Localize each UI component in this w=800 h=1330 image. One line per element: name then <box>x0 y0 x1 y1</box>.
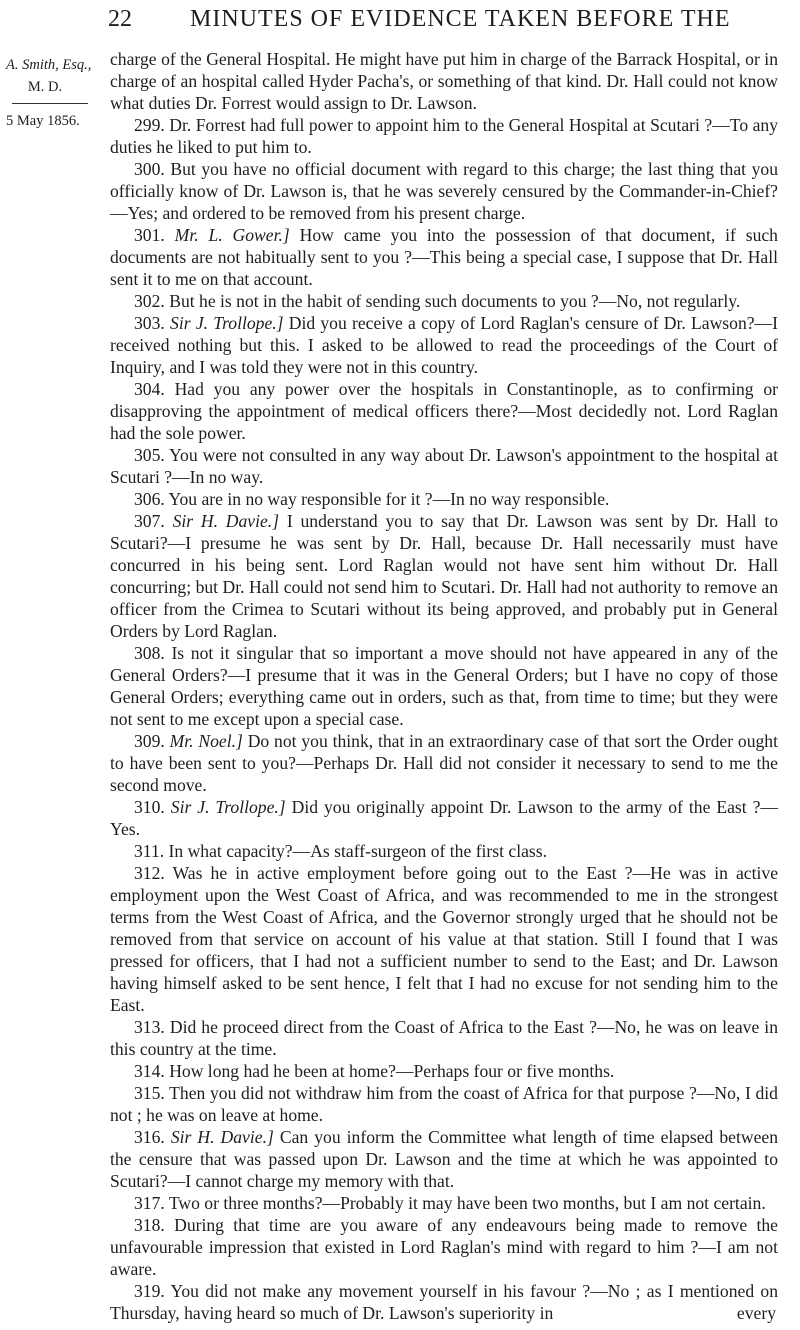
evidence-paragraph <box>110 48 778 114</box>
question-answer-text: Had you any power over the hospitals in Constantinople, as to confirming or disapproving the appointment of medical officers there?—Most decidedly not. Lord Raglan had the sole power. <box>110 379 778 443</box>
question-number: 299. <box>134 115 165 135</box>
evidence-paragraph <box>110 444 778 488</box>
evidence-paragraph <box>110 796 778 840</box>
evidence-paragraph <box>110 642 778 730</box>
question-number: 303. <box>134 313 165 333</box>
question-number: 308. <box>134 643 165 663</box>
evidence-paragraph <box>110 378 778 444</box>
evidence-paragraph <box>110 1016 778 1060</box>
catchword: every <box>736 1303 776 1323</box>
evidence-paragraph <box>110 114 778 158</box>
questioner: Mr. Noel.] <box>169 731 243 751</box>
question-number: 301. <box>134 225 165 245</box>
question-number: 307. <box>134 511 165 531</box>
question-answer-text: Two or three months?—Probably it may have been two months, but I am not certain. <box>168 1193 766 1213</box>
question-number: 312. <box>134 863 165 883</box>
evidence-paragraph <box>110 1060 778 1082</box>
evidence-paragraph <box>110 488 778 510</box>
question-number: 305. <box>134 445 165 465</box>
question-number: 309. <box>134 731 165 751</box>
question-answer-text: In what capacity?—As staff-surgeon of the first class. <box>168 841 548 861</box>
question-number: 306. <box>134 489 165 509</box>
running-title: MINUTES OF EVIDENCE TAKEN BEFORE THE <box>190 6 731 32</box>
question-number: 318. <box>134 1215 165 1235</box>
margin-rule <box>12 103 88 104</box>
evidence-text <box>110 48 778 1324</box>
evidence-paragraph <box>110 290 778 312</box>
question-answer-text: You were not consulted in any way about Dr. Lawson's appointment to the hospital at Scutari ?—In no way. <box>110 445 778 487</box>
evidence-paragraph <box>110 1192 778 1214</box>
question-number: 317. <box>134 1193 165 1213</box>
question-answer-text: But he is not in the habit of sending such documents to you ?—No, not regularly. <box>169 291 741 311</box>
running-header <box>0 6 800 42</box>
question-number: 316. <box>134 1127 165 1147</box>
question-answer-text: Can you inform the Committee what length of time elapsed between the censure that was passed upon Dr. Lawson and the time at which he was appointed to Scutari?—I cannot charge my memory with that. <box>110 1127 779 1191</box>
question-answer-text: Did you receive a copy of Lord Raglan's censure of Dr. Lawson?—I received nothing but this. I asked to be allowed to read the proceedings of the Court of Inquiry, and I was told they were not in this country. <box>110 313 779 377</box>
evidence-paragraph <box>110 1280 778 1324</box>
questioner: Sir J. Trollope.] <box>170 313 284 333</box>
question-number: 304. <box>134 379 165 399</box>
questioner: Mr. L. Gower.] <box>174 225 290 245</box>
question-answer-text: Dr. Forrest had full power to appoint him to the General Hospital at Scutari ?—To any duties he liked to put him to. <box>110 115 778 157</box>
question-number: 313. <box>134 1017 165 1037</box>
evidence-paragraph <box>110 1126 778 1192</box>
witness-date: 5 May 1856. <box>6 113 80 129</box>
evidence-paragraph <box>110 840 778 862</box>
questioner: Sir H. Davie.] <box>170 1127 274 1147</box>
question-answer-text: Do not you think, that in an extraordinary case of that sort the Order ought to have been sent to you?—Perhaps Dr. Hall did not consider it necessary to send to me the second move. <box>110 731 778 795</box>
evidence-paragraph <box>110 312 778 378</box>
question-number: 319. <box>134 1281 165 1301</box>
question-answer-text: Then you did not withdraw him from the coast of Africa for that purpose ?—No, I did not ; he was on leave at home. <box>110 1083 778 1125</box>
evidence-paragraph <box>110 158 778 224</box>
witness-degree: M. D. <box>27 79 63 95</box>
evidence-paragraph <box>110 730 778 796</box>
witness-name: A. Smith, Esq., <box>6 57 92 73</box>
question-answer-text: Was he in active employment before going out to the East ?—He was in active employment upon the West Coast of Africa, and was recommended to me in the strongest terms from the West Coast of Africa, and the Governor strongly urged that he should not be removed from that service on account of his value at that station. Still I found that I was pressed for officers, that I had not a sufficient number to send to the East; and Dr. Lawson having himself asked to be sent hence, I felt that I had no excuse for not sending him to the East. <box>110 863 779 1015</box>
question-answer-text: I understand you to say that Dr. Lawson was sent by Dr. Hall to Scutari?—I presume he was sent by Dr. Hall, because Dr. Hall necessarily must have concurred in his being sent. Lord Raglan would not have sent him without Dr. Hall concurring; but Dr. Hall could not send him to Scutari. Dr. Hall had not authority to remove an officer from the Crimea to Scutari without its being approved, and probably put in General Orders by Lord Raglan. <box>110 511 779 641</box>
evidence-paragraph <box>110 862 778 1016</box>
evidence-paragraph <box>110 1082 778 1126</box>
questioner: Sir H. Davie.] <box>172 511 280 531</box>
question-answer-text: charge of the General Hospital. He might have put him in charge of the Barrack Hospital, or in charge of an hospital called Hyder Pacha's, or something of that kind. Dr. Hall could not know what duties Dr. Forrest would assign to Dr. Lawson. <box>110 49 778 113</box>
page-number: 22 <box>108 6 132 32</box>
questioner: Sir J. Trollope.] <box>170 797 286 817</box>
question-answer-text: How long had he been at home?—Perhaps four or five months. <box>169 1061 615 1081</box>
question-number: 302. <box>134 291 165 311</box>
question-answer-text: You did not make any movement yourself in his favour ?—No ; as I mentioned on Thursday, having heard so much of Dr. Lawson's superiority in <box>110 1281 778 1323</box>
question-answer-text: Did he proceed direct from the Coast of Africa to the East ?—No, he was on leave in this country at the time. <box>110 1017 778 1059</box>
question-answer-text: During that time are you aware of any endeavours being made to remove the unfavourable impression that existed in Lord Raglan's mind with regard to him ?—I am not aware. <box>110 1215 778 1279</box>
evidence-paragraph <box>110 1214 778 1280</box>
question-answer-text: But you have no official document with regard to this charge; the last thing that you officially know of Dr. Lawson is, that he was severely censured by the Commander-in-Chief?—Yes; and ordered to be removed from his present charge. <box>110 159 779 223</box>
question-number: 311. <box>134 841 165 861</box>
question-answer-text: You are in no way responsible for it ?—In no way responsible. <box>168 489 610 509</box>
question-number: 315. <box>134 1083 165 1103</box>
question-answer-text: How came you into the possession of that document, if such documents are not habitually sent to you ?—This being a special case, I suppose that Dr. Hall sent it to me on that account. <box>110 225 778 289</box>
evidence-paragraph <box>110 224 778 290</box>
question-number: 314. <box>134 1061 165 1081</box>
margin-note <box>6 54 96 132</box>
evidence-paragraph <box>110 510 778 642</box>
question-number: 310. <box>134 797 165 817</box>
question-answer-text: Is not it singular that so important a move should not have appeared in any of the General Orders?—I presume that it was in the General Orders; but I have no copy of those General Orders; everything came out in orders, such as that, from time to time; but they were not sent to me except upon a special case. <box>110 643 778 729</box>
question-number: 300. <box>134 159 165 179</box>
question-answer-text: Did you originally appoint Dr. Lawson to the army of the East ?—Yes. <box>110 797 779 839</box>
